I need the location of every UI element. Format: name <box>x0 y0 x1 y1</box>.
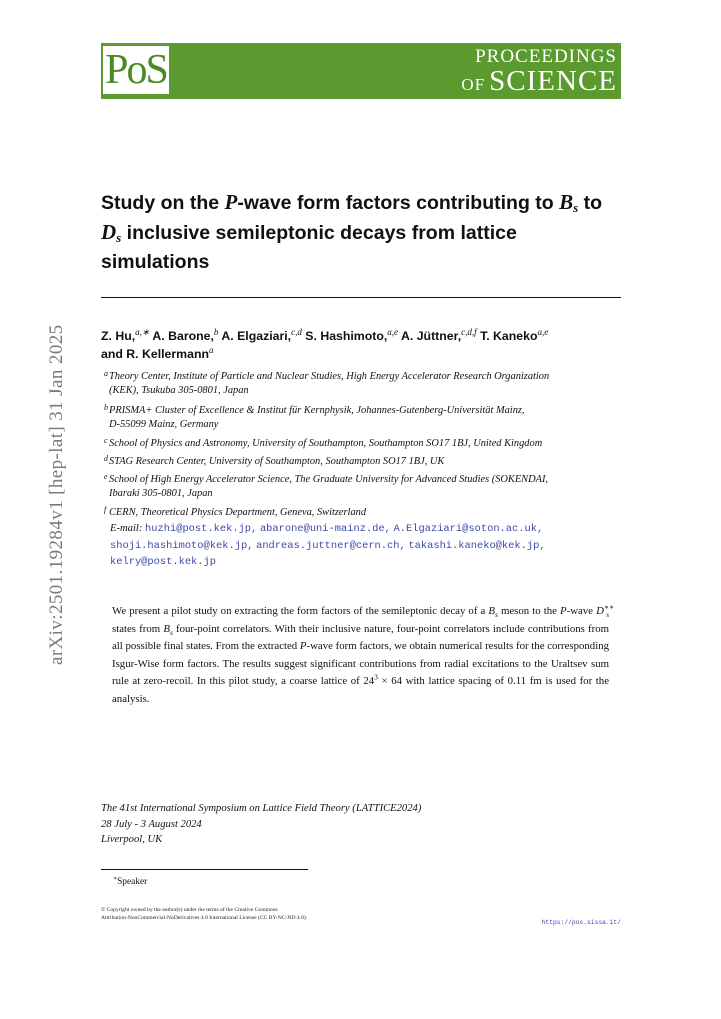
banner-of-science <box>461 66 617 101</box>
affiliation <box>104 370 624 398</box>
author-name: T. Kaneko <box>480 329 538 343</box>
abstract-symbol: B <box>163 622 170 635</box>
title-subscript: s <box>573 200 579 215</box>
pos-url-link[interactable]: https://pos.sissa.it/ <box>541 919 621 926</box>
title-text: inclusive semileptonic decays from lattice <box>121 222 517 244</box>
abstract-superscript: ∗∗ <box>603 602 615 612</box>
paper-title <box>101 188 621 277</box>
abstract-text: four-point correlators. With their inclusive nature, four-point correlators include contributions from all possible final states. From the extracted <box>112 622 610 652</box>
pos-logo-text: PoS <box>105 47 167 93</box>
abstract-text: We present a pilot study on extracting the form factors of the semileptonic decay of a <box>112 605 489 617</box>
affiliation-mark: e <box>104 472 108 481</box>
author-list <box>101 327 623 363</box>
email-link[interactable]: kelry@post.kek.jp <box>110 556 217 568</box>
affiliation <box>104 404 624 432</box>
abstract-text: × 64 with lattice spacing of 0.11 fm is used for the analysis. <box>112 675 609 705</box>
title-text: simulations <box>101 251 210 273</box>
abstract-symbol: P <box>299 640 307 652</box>
copyright-notice <box>101 907 307 922</box>
title-text: Study on the <box>101 192 225 214</box>
affiliation <box>104 455 624 469</box>
affiliation <box>104 506 624 520</box>
author-affil-mark: c,d,f <box>461 326 477 337</box>
title-rule <box>101 297 621 298</box>
footnote-mark: ∗ <box>113 876 118 882</box>
email-block <box>110 521 630 571</box>
footnote <box>113 875 147 887</box>
affiliation-line: (KEK), Tsukuba 305-0801, Japan <box>109 384 249 396</box>
conference-name: The 41st International Symposium on Lattice Field Theory (LATTICE2024) <box>101 803 422 814</box>
email-link[interactable]: huzhi@post.kek.jp, <box>145 523 258 535</box>
author-name: Z. Hu, <box>101 329 136 343</box>
abstract-symbol: P <box>559 605 567 617</box>
conference-info <box>101 801 421 848</box>
banner-science: SCIENCE <box>489 65 617 97</box>
abstract-symbol: B <box>488 605 495 617</box>
author-name: S. Hashimoto, <box>305 329 388 343</box>
author-affil-mark: a <box>208 344 214 355</box>
author-name: A. Jüttner, <box>401 329 462 343</box>
email-link[interactable]: A.Elgaziari@soton.ac.uk, <box>393 523 544 535</box>
abstract-text: -wave <box>566 605 597 617</box>
author-affil-mark: b <box>213 326 219 337</box>
title-subscript: s <box>116 230 122 245</box>
affiliation-mark: d <box>104 454 108 463</box>
affiliation-line: CERN, Theoretical Physics Department, Geneva, Switzerland <box>109 507 367 518</box>
email-link[interactable]: takashi.kaneko@kek.jp, <box>408 539 546 552</box>
conference-dates: 28 July - 3 August 2024 <box>101 818 202 830</box>
title-symbol-b: B <box>559 190 574 214</box>
author-affil-mark: a,∗ <box>135 326 150 337</box>
email-label: E-mail: <box>110 523 143 534</box>
author-affil-mark: c,d <box>291 326 302 337</box>
email-link[interactable]: abarone@uni-mainz.de, <box>259 523 391 535</box>
email-link[interactable]: andreas.juttner@cern.ch, <box>256 539 406 552</box>
title-symbol-p: P <box>224 190 238 214</box>
affiliation-mark: f <box>104 505 107 514</box>
affiliation-line: School of Physics and Astronomy, University of Southampton, Southampton SO17 1BJ, United Kingdom <box>109 438 543 449</box>
abstract-superscript: 3 <box>374 672 378 682</box>
affiliation-mark: a <box>104 369 108 378</box>
abstract-text: meson to the <box>497 605 560 617</box>
author-affil-mark: a,e <box>537 326 549 337</box>
footnote-text: Speaker <box>117 877 148 888</box>
affiliation-line: Theory Center, Institute of Particle and Nuclear Studies, High Energy Accelerator Research Organization <box>109 371 550 382</box>
abstract-subscript: s <box>169 627 173 637</box>
abstract-symbol: D <box>596 605 604 617</box>
footnote-rule <box>101 869 308 870</box>
arxiv-side-stamp: arXiv:2501.19284v1 [hep-lat] 31 Jan 2025 <box>46 324 67 665</box>
abstract-text: -wave form factors, we obtain numerical results for the corresponding Isgur-Wise form factors. The results suggest significant contributions from radial excitations to the Uraltsev sum rule at zero-recoil. In this pilot study, a coarse lattice of 24 <box>112 640 609 687</box>
title-text: -wave form factors contributing to <box>237 192 560 214</box>
title-symbol-d: D <box>101 220 117 244</box>
affiliation-line: Ibaraki 305-0801, Japan <box>109 487 213 499</box>
affiliation <box>104 437 624 451</box>
affiliation-line: School of High Energy Accelerator Science, The Graduate University for Advanced Studies (SOKENDAI, <box>109 474 549 485</box>
title-text: to <box>578 192 603 214</box>
abstract-subscript: s <box>494 610 498 620</box>
banner-proceedings: PROCEEDINGS <box>475 46 617 67</box>
abstract-text: states from <box>112 622 164 635</box>
banner-of: OF <box>461 75 486 94</box>
abstract-subscript: s <box>606 610 609 620</box>
affiliation <box>104 473 624 501</box>
affiliation-mark: b <box>104 403 108 412</box>
copyright-line: Attribution-NonCommercial-NoDerivatives 4.0 International License (CC BY-NC-ND 4.0). <box>101 914 308 921</box>
author-name: and R. Kellermann <box>101 347 209 361</box>
author-name: A. Elgaziari, <box>221 329 292 343</box>
email-link[interactable]: shoji.hashimoto@kek.jp, <box>110 539 254 552</box>
affiliation-line: PRISMA+ Cluster of Excellence & Institut für Kernphysik, Johannes-Gutenberg-Universität Mainz, <box>109 405 525 416</box>
copyright-line: © Copyright owned by the author(s) under the terms of the Creative Commons <box>101 907 278 913</box>
pos-logo <box>103 46 169 94</box>
author-name: A. Barone, <box>152 329 214 343</box>
author-affil-mark: a,e <box>387 326 399 337</box>
affiliation-line: STAG Research Center, University of Southampton, Southampton SO17 1BJ, UK <box>109 456 445 467</box>
affiliation-mark: c <box>104 436 108 445</box>
abstract <box>112 602 615 708</box>
affiliation-line: D-55099 Mainz, Germany <box>109 418 219 430</box>
conference-location: Liverpool, UK <box>101 834 163 845</box>
